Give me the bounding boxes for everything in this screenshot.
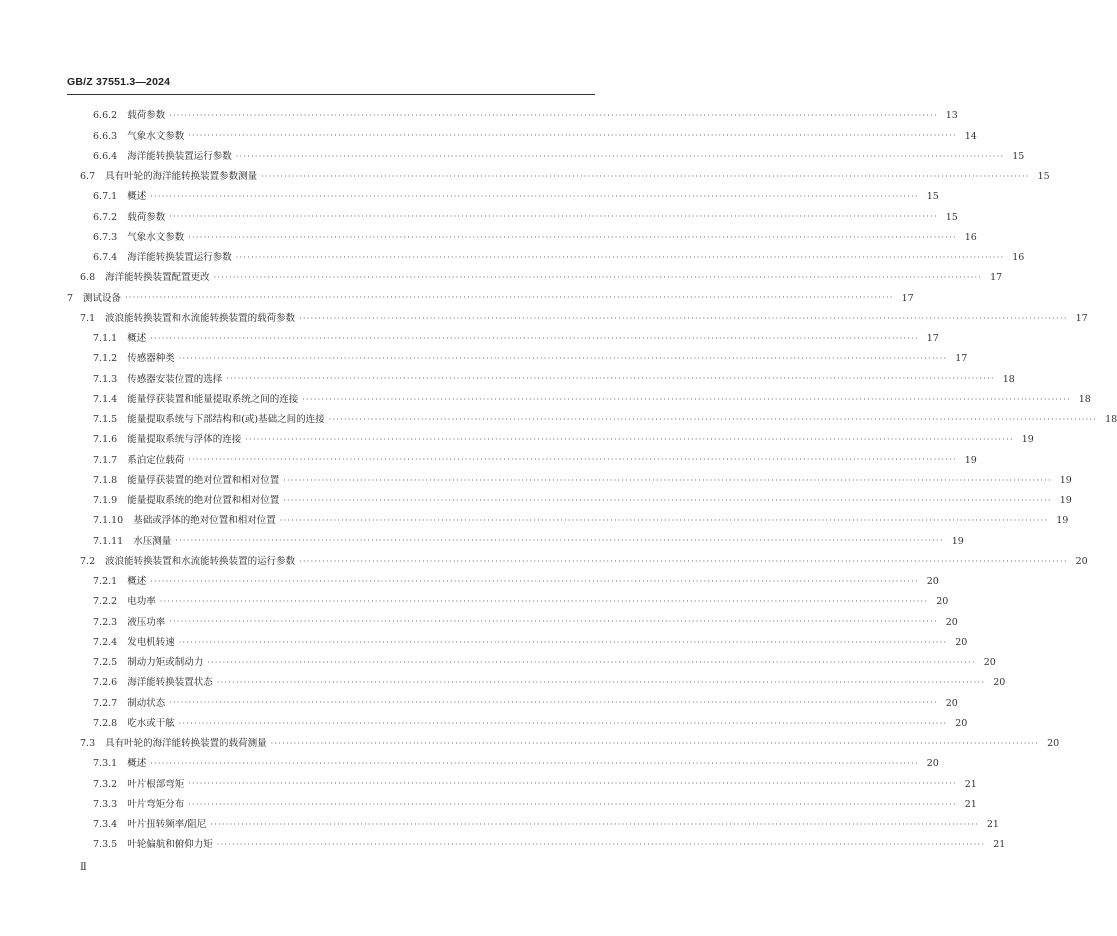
- toc-entry-number: 7.1.3: [93, 373, 118, 385]
- toc-entry-page: 21: [986, 819, 999, 830]
- toc-entry-number: 6.7.4: [93, 252, 118, 263]
- toc-entry[interactable]: [93, 592, 949, 612]
- toc-entry-page: 20: [1075, 555, 1088, 567]
- toc-leader-dots: ········································································································································································································: [188, 455, 957, 465]
- toc-entry-title: 海洋能转换装置状态: [127, 677, 213, 689]
- toc-entry-number: 7: [67, 292, 74, 304]
- toc-leader-dots: ········································································································································································································: [216, 678, 986, 687]
- toc-entry-title: 概述: [127, 191, 147, 203]
- toc-entry-page: 16: [1012, 252, 1025, 263]
- toc-entry[interactable]: [80, 309, 1088, 329]
- toc-entry-title: 叶片弯矩分布: [127, 798, 185, 810]
- toc-entry[interactable]: [93, 835, 1006, 855]
- toc-leader-dots: ········································································································································································································: [188, 131, 957, 141]
- toc-entry-page: 15: [926, 191, 939, 203]
- toc-entry-title: 海洋能转换装置运行参数: [127, 252, 232, 263]
- toc-leader-dots: ········································································································································································································: [328, 414, 1098, 424]
- toc-entry-page: 21: [993, 839, 1006, 851]
- toc-entry-title: 载荷参数: [127, 110, 166, 122]
- toc-entry-title: 概述: [127, 758, 147, 770]
- toc-entry-number: 7.2.7: [93, 697, 118, 709]
- toc-entry-page: 17: [926, 333, 939, 344]
- toc-entry[interactable]: [93, 754, 939, 774]
- toc-entry-title: 概述: [127, 576, 147, 587]
- toc-leader-dots: ········································································································································································································: [235, 151, 1005, 161]
- toc-entry-title: 基础或浮体的绝对位置和相对位置: [133, 515, 276, 527]
- toc-entry-number: 7.1.2: [93, 353, 118, 365]
- toc-entry[interactable]: [93, 673, 1006, 693]
- toc-entry-page: 19: [1059, 495, 1072, 506]
- toc-entry[interactable]: [93, 248, 1025, 268]
- toc-entry-title: 叶片扭转频率/阻尼: [127, 819, 207, 830]
- toc-leader-dots: ········································································································································································································: [150, 759, 919, 768]
- toc-entry[interactable]: [93, 511, 1069, 531]
- toc-entry-number: 6.7: [80, 171, 96, 182]
- toc-entry-page: 18: [1002, 373, 1015, 385]
- toc-leader-dots: ········································································································································································································: [169, 698, 938, 708]
- toc-entry-number: 7.2.2: [93, 596, 118, 608]
- toc-entry-title: 测试设备: [83, 292, 122, 304]
- toc-leader-dots: ········································································································································································································: [125, 293, 894, 303]
- toc-leader-dots: ········································································································································································································: [270, 738, 1040, 748]
- page-number: Ⅱ: [80, 862, 87, 873]
- toc-entry-number: 6.6.4: [93, 150, 118, 162]
- toc-entry[interactable]: [93, 693, 958, 713]
- toc-leader-dots: ········································································································································································································: [207, 657, 976, 667]
- toc-entry-number: 7.3.2: [93, 778, 118, 790]
- toc-entry-title: 气象水文参数: [127, 231, 185, 243]
- toc-entry[interactable]: [93, 228, 977, 248]
- toc-entry-title: 具有叶轮的海洋能转换装置参数测量: [105, 171, 258, 182]
- toc-leader-dots: ········································································································································································································: [169, 111, 938, 120]
- toc-entry-number: 6.7.2: [93, 211, 118, 223]
- toc-entry[interactable]: [93, 795, 977, 815]
- toc-leader-dots: ········································································································································································································: [150, 576, 919, 586]
- toc-leader-dots: ········································································································································································································: [299, 556, 1068, 566]
- toc-entry-number: 7.1.5: [93, 414, 118, 425]
- toc-leader-dots: ········································································································································································································: [169, 212, 938, 222]
- toc-entry-number: 7.1.10: [93, 515, 124, 527]
- toc-entry[interactable]: [67, 288, 914, 308]
- toc-entry[interactable]: [93, 147, 1025, 167]
- toc-entry-title: 叶轮偏航和俯仰力矩: [127, 839, 213, 851]
- toc-entry-page: 21: [964, 778, 977, 790]
- toc-entry-title: 具有叶轮的海洋能转换装置的载荷测量: [105, 738, 267, 749]
- toc-entry[interactable]: [93, 450, 977, 470]
- toc-entry-title: 海洋能转换装置配置更改: [105, 272, 210, 284]
- toc-entry-number: 6.8: [80, 272, 96, 284]
- toc-entry-number: 7.2.6: [93, 677, 118, 689]
- toc-entry-number: 6.6.2: [93, 110, 118, 122]
- toc-entry-number: 6.7.3: [93, 231, 118, 243]
- toc-entry-page: 19: [951, 535, 964, 547]
- toc-entry-title: 电功率: [127, 596, 156, 608]
- document-code: GB/Z 37551.3—2024: [67, 76, 171, 88]
- toc-entry-number: 7.3: [80, 738, 96, 749]
- toc-entry-title: 制动力矩或制动力: [127, 657, 204, 668]
- toc-entry-number: 6.7.1: [93, 191, 118, 203]
- toc-leader-dots: ········································································································································································································: [283, 495, 1052, 505]
- toc-leader-dots: ········································································································································································································: [299, 313, 1068, 323]
- toc-leader-dots: ········································································································································································································: [213, 273, 983, 282]
- toc-entry[interactable]: [93, 531, 964, 551]
- toc-leader-dots: ········································································································································································································: [178, 637, 948, 647]
- toc-entry-number: 7.2.3: [93, 616, 118, 628]
- toc-leader-dots: ········································································································································································································: [302, 394, 1071, 404]
- toc-entry-title: 制动状态: [127, 697, 166, 709]
- toc-entry-title: 能量提取系统与浮体的连接: [127, 434, 242, 446]
- toc-leader-dots: ········································································································································································································: [279, 516, 1049, 525]
- toc-leader-dots: ········································································································································································································: [210, 819, 979, 829]
- toc-entry-page: 17: [955, 353, 968, 365]
- toc-entry-page: 20: [993, 677, 1006, 689]
- toc-entry-page: 20: [945, 616, 958, 628]
- toc-entry[interactable]: [80, 552, 1088, 572]
- toc-entry-number: 6.6.3: [93, 130, 118, 142]
- toc-entry-number: 7.3.5: [93, 839, 118, 851]
- toc-entry-page: 15: [1012, 150, 1025, 162]
- toc-entry[interactable]: [93, 774, 977, 794]
- toc-entry[interactable]: [93, 653, 996, 673]
- toc-entry-number: 7.1.1: [93, 333, 118, 344]
- toc-entry-title: 概述: [127, 333, 147, 344]
- toc-entry-number: 7.2.5: [93, 657, 118, 668]
- toc-entry-page: 21: [964, 798, 977, 810]
- toc-entry-page: 19: [1059, 474, 1072, 486]
- toc-entry-title: 能量提取系统的绝对位置和相对位置: [127, 495, 280, 506]
- toc-entry-title: 波浪能转换装置和水流能转换装置的载荷参数: [105, 312, 296, 324]
- toc-entry-title: 吃水或干舷: [127, 717, 175, 729]
- toc-entry-page: 19: [964, 454, 977, 466]
- toc-entry-page: 20: [926, 576, 939, 587]
- toc-entry[interactable]: [80, 167, 1050, 187]
- toc-entry[interactable]: [93, 491, 1072, 511]
- toc-entry-page: 15: [1037, 171, 1050, 182]
- toc-entry-title: 传感器种类: [127, 353, 175, 365]
- toc-entry-title: 传感器安装位置的选择: [127, 373, 223, 385]
- toc-leader-dots: ········································································································································································································: [178, 718, 948, 728]
- toc-entry-page: 18: [1078, 393, 1091, 405]
- toc-entry-title: 载荷参数: [127, 211, 166, 223]
- toc-entry-number: 7.2: [80, 555, 96, 567]
- toc-entry[interactable]: [93, 410, 1117, 430]
- toc-leader-dots: ········································································································································································································: [235, 252, 1005, 262]
- toc-entry[interactable]: [93, 390, 1091, 410]
- toc-leader-dots: ········································································································································································································: [226, 374, 995, 384]
- toc-entry[interactable]: [93, 369, 1015, 389]
- toc-entry[interactable]: [93, 471, 1072, 491]
- toc-entry[interactable]: [93, 612, 958, 632]
- toc-leader-dots: ········································································································································································································: [283, 475, 1052, 485]
- toc-entry-number: 7.2.1: [93, 576, 118, 587]
- toc-leader-dots: ········································································································································································································: [150, 333, 919, 343]
- header-rule: [67, 94, 595, 95]
- toc-leader-dots: ········································································································································································································: [261, 171, 1030, 181]
- toc-entry-title: 能量提取系统与下部结构和(或)基础之间的连接: [127, 414, 325, 425]
- toc-entry-title: 叶片根部弯矩: [127, 778, 185, 790]
- toc-entry-number: 7.3.1: [93, 758, 118, 770]
- toc-entry-page: 14: [964, 130, 977, 142]
- toc-entry[interactable]: [93, 714, 968, 734]
- toc-entry-page: 17: [901, 292, 914, 304]
- toc-entry-page: 20: [926, 758, 939, 770]
- toc-entry[interactable]: [93, 572, 939, 592]
- toc-entry-title: 能量俘获装置的绝对位置和相对位置: [127, 474, 280, 486]
- toc-entry-number: 7.1.7: [93, 454, 118, 466]
- toc-entry-page: 20: [955, 717, 968, 729]
- toc-entry-number: 7.3.4: [93, 819, 118, 830]
- toc-leader-dots: ········································································································································································································: [159, 597, 929, 606]
- toc-entry[interactable]: [93, 187, 939, 207]
- toc-entry-number: 7.3.3: [93, 798, 118, 810]
- toc-entry-title: 波浪能转换装置和水流能转换装置的运行参数: [105, 555, 296, 567]
- toc-leader-dots: ········································································································································································································: [188, 232, 957, 242]
- toc-leader-dots: ········································································································································································································: [245, 435, 1014, 444]
- toc-entry-title: 发电机转速: [127, 636, 175, 648]
- toc-entry-number: 7.1.4: [93, 393, 118, 405]
- toc-entry[interactable]: [80, 268, 1003, 288]
- toc-entry-title: 水压测量: [133, 535, 172, 547]
- toc-entry-page: 20: [983, 657, 996, 668]
- toc-entry-title: 能量俘获装置和能量提取系统之间的连接: [127, 393, 299, 405]
- toc-entry-page: 20: [1047, 738, 1060, 749]
- toc-entry-number: 7.2.8: [93, 717, 118, 729]
- toc-entry[interactable]: [93, 329, 939, 349]
- toc-entry-title: 气象水文参数: [127, 130, 185, 142]
- toc-entry-page: 17: [990, 272, 1003, 284]
- toc-leader-dots: ········································································································································································································: [150, 192, 919, 201]
- toc-leader-dots: ········································································································································································································: [188, 799, 957, 809]
- toc-entry[interactable]: [93, 349, 968, 369]
- toc-entry[interactable]: [93, 207, 958, 227]
- toc-entry-page: 16: [964, 231, 977, 243]
- toc-entry[interactable]: [93, 815, 999, 835]
- toc-entry-title: 液压功率: [127, 616, 166, 628]
- toc-entry[interactable]: [80, 734, 1060, 754]
- toc-entry-title: 系泊定位载荷: [127, 454, 185, 466]
- toc-entry-number: 7.1.11: [93, 535, 124, 547]
- toc-entry[interactable]: [93, 126, 977, 146]
- toc-entry-page: 20: [936, 596, 949, 608]
- toc-entry-title: 海洋能转换装置运行参数: [127, 150, 232, 162]
- toc-entry[interactable]: [93, 633, 968, 653]
- toc-entry-page: 13: [945, 110, 958, 122]
- toc-entry-page: 19: [1056, 515, 1069, 527]
- toc-entry-page: 20: [945, 697, 958, 709]
- toc-entry-page: 15: [945, 211, 958, 223]
- toc-entry[interactable]: [93, 430, 1034, 450]
- toc-entry[interactable]: [93, 106, 958, 126]
- toc-leader-dots: ········································································································································································································: [188, 779, 957, 789]
- toc-leader-dots: ········································································································································································································: [169, 617, 938, 627]
- toc-leader-dots: ········································································································································································································: [175, 536, 944, 546]
- toc-entry-number: 7.1.9: [93, 495, 118, 506]
- toc-entry-number: 7.2.4: [93, 636, 118, 648]
- toc-entry-number: 7.1.8: [93, 474, 118, 486]
- toc-entry-page: 17: [1075, 312, 1088, 324]
- toc-entry-number: 7.1: [80, 312, 96, 324]
- toc-leader-dots: ········································································································································································································: [216, 840, 986, 849]
- toc-leader-dots: ········································································································································································································: [178, 354, 948, 363]
- toc-entry-page: 20: [955, 636, 968, 648]
- toc-entry-page: 18: [1105, 414, 1117, 425]
- toc-entry-page: 19: [1021, 434, 1034, 446]
- toc-entry-number: 7.1.6: [93, 434, 118, 446]
